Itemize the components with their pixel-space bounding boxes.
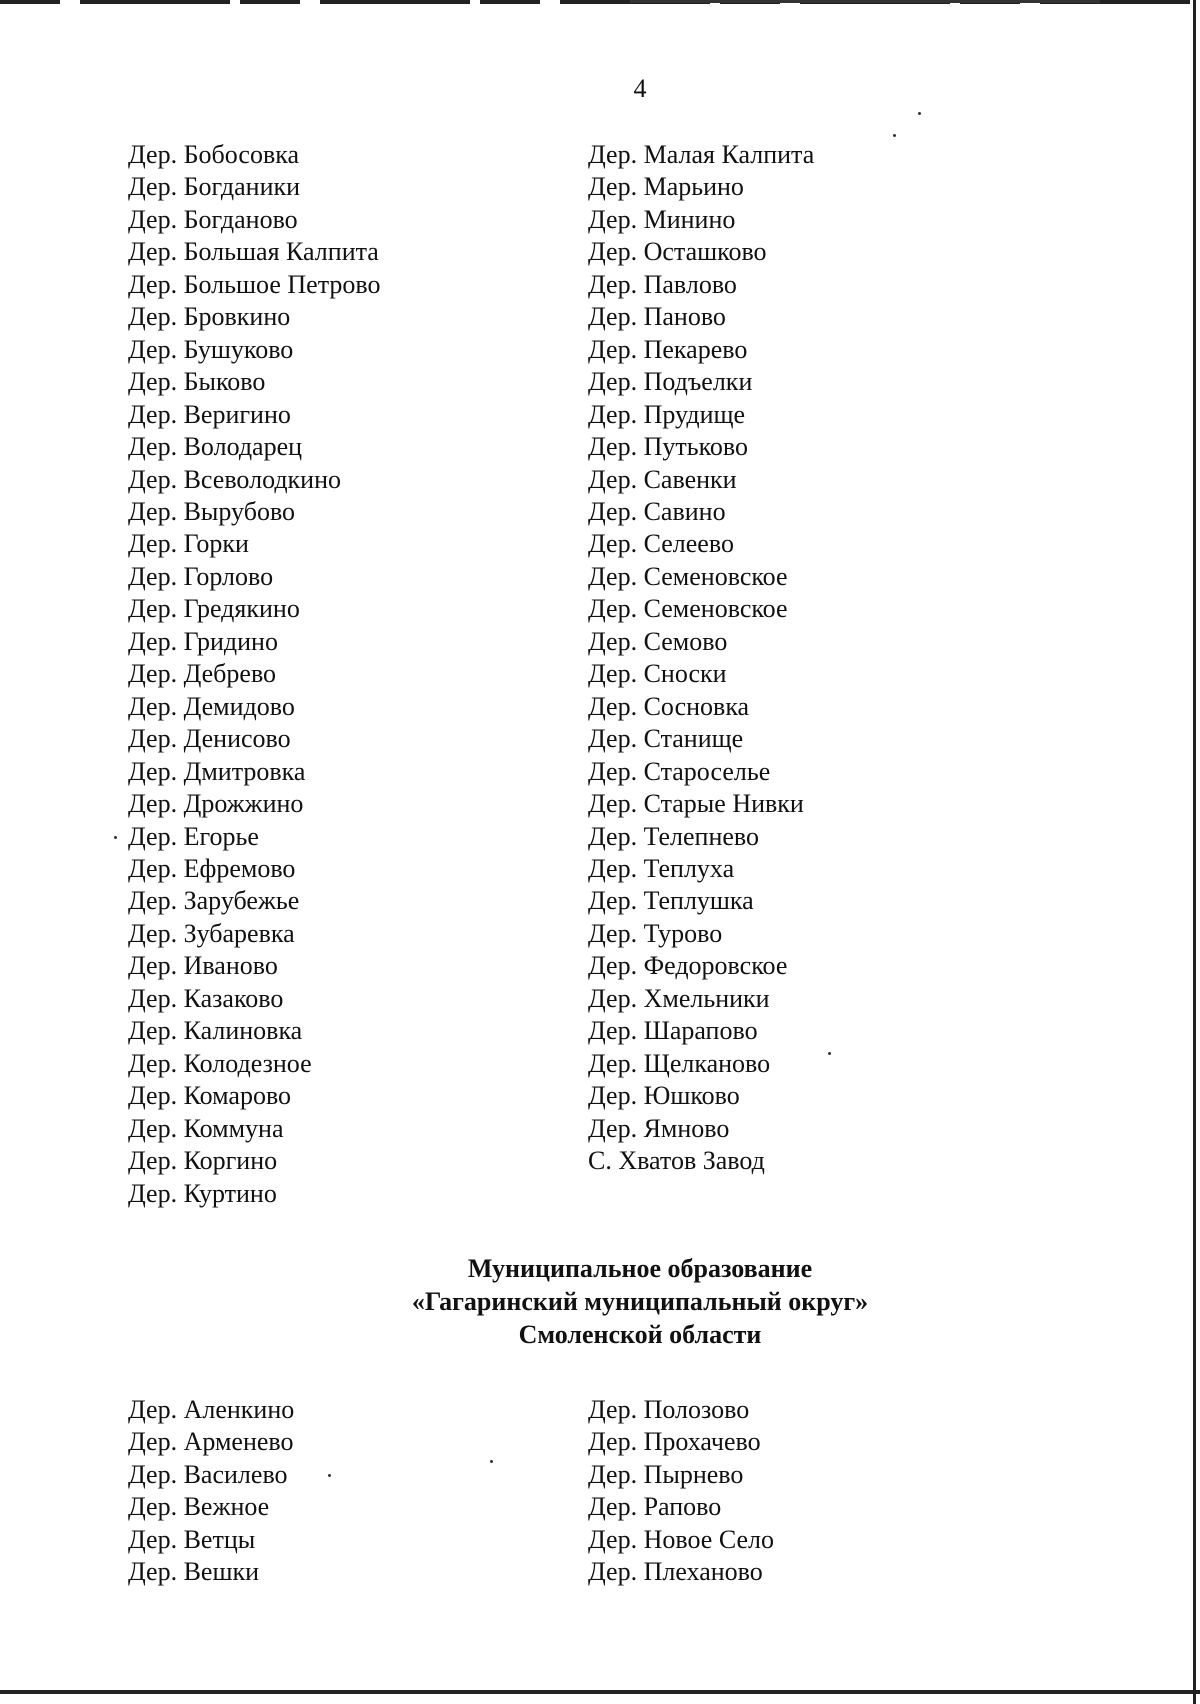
settlement-item: Дер. Осташково	[588, 237, 767, 267]
section-heading	[300, 1252, 980, 1351]
settlement-item: Дер. Бобосовка	[128, 140, 299, 169]
settlement-item: Дер. Зарубежье	[128, 886, 300, 916]
settlement-item: Дер. Дебрево	[128, 659, 277, 689]
settlement-item: Дер. Хмельники	[588, 983, 770, 1013]
section-heading-line-3: Смоленской области	[518, 1320, 762, 1349]
settlement-item: Дер. Веригино	[128, 399, 291, 429]
settlement-item: Дер. Гридино	[128, 626, 278, 656]
settlement-item: Дер. Подъелки	[588, 367, 753, 397]
settlement-item: Дер. Гредякино	[128, 594, 300, 624]
settlement-column-right	[588, 1394, 1048, 1589]
settlement-item: С. Хватов Завод	[588, 1146, 765, 1176]
scan-border-top-right	[630, 0, 1100, 3]
page-number: 4	[633, 74, 647, 103]
scan-speck	[893, 134, 896, 137]
settlement-item: Дер. Аленкино	[128, 1395, 295, 1424]
settlement-column-right	[588, 139, 1048, 1210]
settlement-item: Дер. Бушуково	[128, 334, 294, 364]
settlement-column-left	[128, 1394, 588, 1589]
settlement-item: Дер. Иваново	[128, 951, 278, 981]
settlement-item: Дер. Вырубово	[128, 496, 296, 526]
settlement-item: Дер. Егорье	[128, 821, 259, 851]
settlement-item: Дер. Старые Нивки	[588, 789, 804, 819]
settlement-item: Дер. Плеханово	[588, 1557, 763, 1587]
settlement-item: Дер. Семово	[588, 626, 728, 656]
settlement-item: Дер. Ямново	[588, 1113, 730, 1143]
settlement-item: Дер. Горки	[128, 529, 249, 559]
settlement-item: Дер. Большая Калпита	[128, 237, 379, 267]
settlement-item: Дер. Путьково	[588, 432, 748, 462]
scan-speck	[918, 112, 921, 115]
scan-border-bottom	[0, 1690, 1200, 1694]
settlement-item: Дер. Юшково	[588, 1081, 740, 1111]
settlement-item: Дер. Прудище	[588, 399, 746, 429]
settlement-item: Дер. Колодезное	[128, 1048, 312, 1078]
settlement-item: Дер. Паново	[588, 302, 726, 332]
settlement-item: Дер. Богданово	[128, 204, 298, 234]
settlement-item: Дер. Сноски	[588, 659, 727, 689]
settlement-item: Дер. Большое Петрово	[128, 269, 381, 299]
settlement-item: Дер. Семеновское	[588, 594, 788, 624]
settlement-item: Дер. Пырнево	[588, 1459, 744, 1489]
settlement-list-2	[128, 1394, 1128, 1589]
settlement-item: Дер. Полозово	[588, 1395, 750, 1424]
settlement-item: Дер. Федоровское	[588, 951, 788, 981]
settlement-item: Дер. Зубаревка	[128, 918, 295, 948]
settlement-item: Дер. Новое Село	[588, 1524, 774, 1554]
scan-speck	[114, 836, 117, 839]
settlement-item: Дер. Коргино	[128, 1146, 278, 1176]
settlement-column-left	[128, 139, 588, 1210]
settlement-item: Дер. Рапово	[588, 1492, 722, 1522]
settlement-item: Дер. Минино	[588, 204, 736, 234]
settlement-item: Дер. Сосновка	[588, 691, 750, 721]
settlement-item: Дер. Казаково	[128, 983, 284, 1013]
settlement-item: Дер. Богданики	[128, 172, 301, 202]
settlement-item: Дер. Бровкино	[128, 302, 291, 332]
settlement-item: Дер. Малая Калпита	[588, 140, 815, 169]
settlement-item: Дер. Телепнево	[588, 821, 760, 851]
settlement-item: Дер. Дмитровка	[128, 756, 306, 786]
settlement-item: Дер. Денисово	[128, 724, 291, 754]
scan-border-right	[1193, 0, 1196, 1704]
settlement-item: Дер. Быково	[128, 367, 266, 397]
settlement-item: Дер. Марьино	[588, 172, 744, 202]
settlement-item: Дер. Павлово	[588, 269, 737, 299]
settlement-item: Дер. Василево	[128, 1459, 288, 1489]
settlement-item: Дер. Демидово	[128, 691, 295, 721]
settlement-item: Дер. Коммуна	[128, 1113, 284, 1143]
settlement-item: Дер. Куртино	[128, 1178, 277, 1208]
settlement-item: Дер. Всеволодкино	[128, 464, 342, 494]
settlement-item: Дер. Калиновка	[128, 1016, 303, 1046]
settlement-item: Дер. Староселье	[588, 756, 771, 786]
settlement-item: Дер. Савино	[588, 496, 726, 526]
settlement-list-1	[128, 139, 1128, 1210]
settlement-item: Дер. Володарец	[128, 432, 303, 462]
section-heading-line-2: «Гагаринский муниципальный округ»	[411, 1287, 869, 1316]
settlement-item: Дер. Пекарево	[588, 334, 748, 364]
settlement-item: Дер. Теплушка	[588, 886, 754, 916]
settlement-item: Дер. Шарапово	[588, 1016, 758, 1046]
section-heading-line-1: Муниципальное образование	[467, 1254, 813, 1283]
settlement-item: Дер. Комарово	[128, 1081, 292, 1111]
settlement-item: Дер. Дрожжино	[128, 789, 304, 819]
settlement-item: Дер. Вешки	[128, 1557, 260, 1587]
settlement-item: Дер. Вежное	[128, 1492, 270, 1522]
settlement-item: Дер. Щелканово	[588, 1048, 771, 1078]
settlement-item: Дер. Селеево	[588, 529, 734, 559]
settlement-item: Дер. Ефремово	[128, 853, 296, 883]
settlement-item: Дер. Прохачево	[588, 1427, 761, 1457]
settlement-item: Дер. Савенки	[588, 464, 737, 494]
settlement-item: Дер. Турово	[588, 918, 723, 948]
settlement-item: Дер. Ветцы	[128, 1524, 256, 1554]
settlement-item: Дер. Арменево	[128, 1427, 294, 1457]
settlement-item: Дер. Станище	[588, 724, 744, 754]
settlement-item: Дер. Теплуха	[588, 853, 735, 883]
settlement-item: Дер. Семеновское	[588, 561, 788, 591]
settlement-item: Дер. Горлово	[128, 561, 274, 591]
